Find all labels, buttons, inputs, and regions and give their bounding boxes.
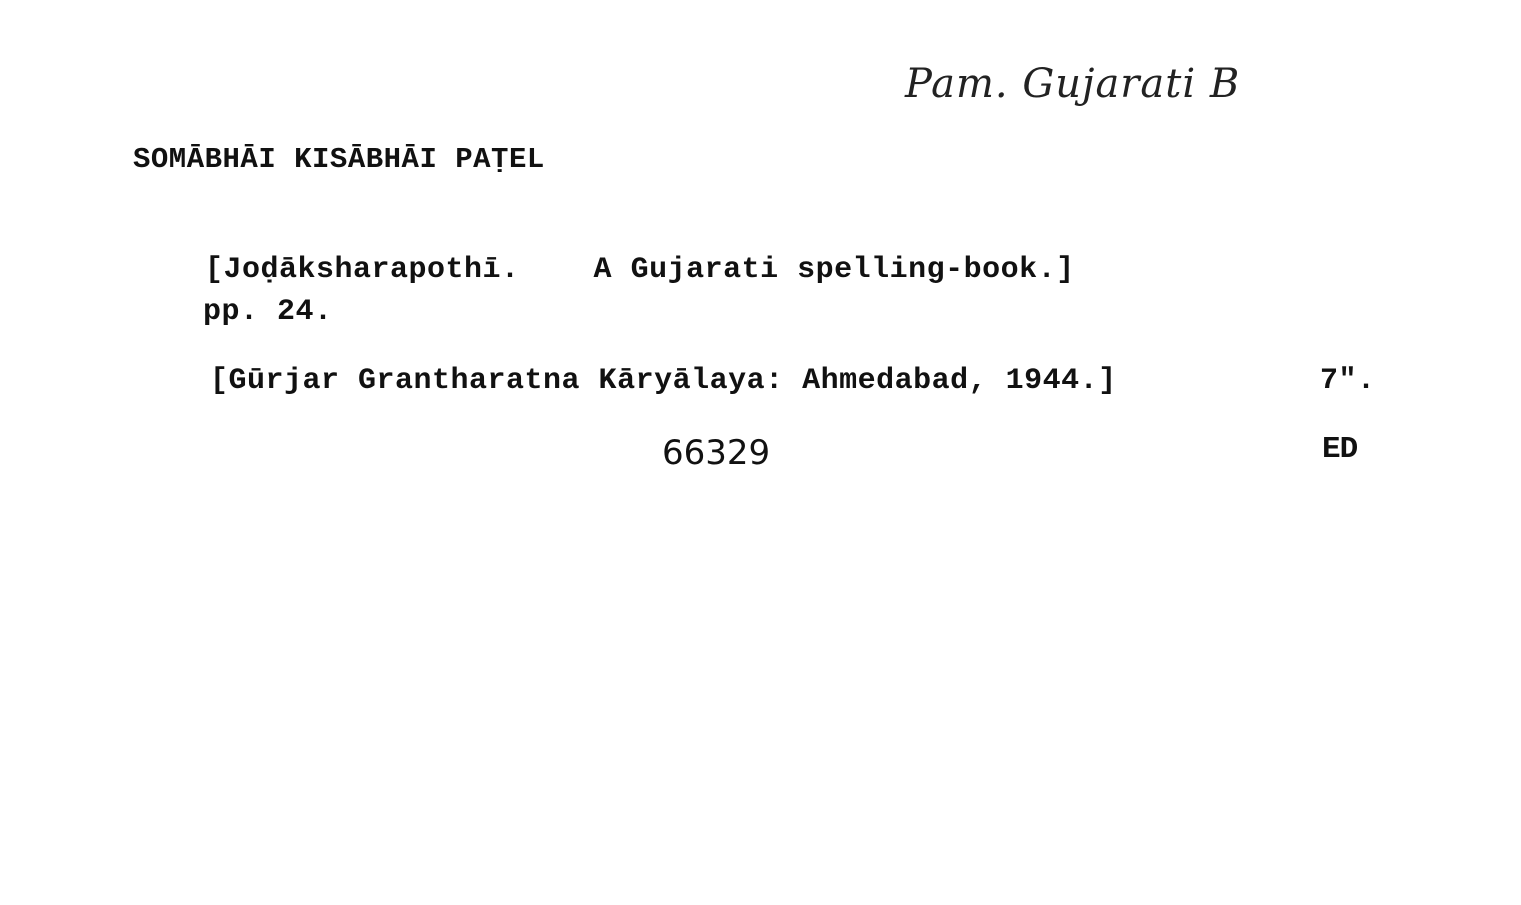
- author-heading: SOMĀBHĀI KISĀBHĀI PAṬEL: [133, 143, 545, 176]
- shelfmark-handwritten: Pam. Gujarati B: [905, 61, 1241, 107]
- imprint-line: [Gūrjar Grantharatna Kāryālaya: Ahmedabad, 1944.]: [210, 364, 1117, 398]
- pagination-line: pp. 24.: [203, 295, 333, 329]
- cataloger-initials: ED: [1322, 432, 1358, 467]
- size-note: 7".: [1320, 364, 1376, 398]
- title-line: [Joḍāksharapothī. A Gujarati spelling-book.]: [205, 253, 1075, 287]
- accession-number: 66329: [662, 433, 771, 473]
